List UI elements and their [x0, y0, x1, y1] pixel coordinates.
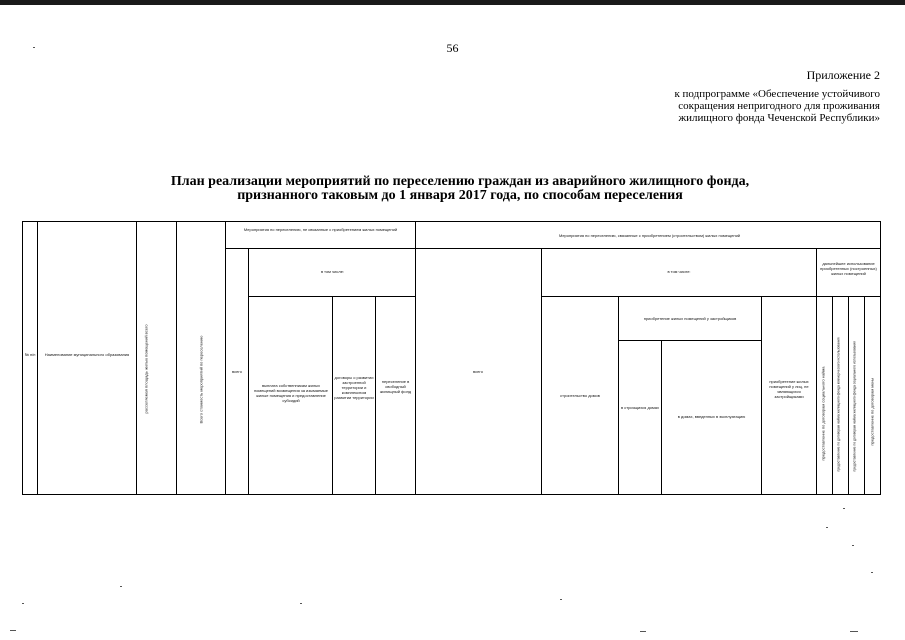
divider	[816, 248, 817, 495]
divider	[848, 296, 849, 495]
divider	[415, 221, 416, 495]
scan-speck	[871, 572, 873, 573]
divider	[541, 248, 542, 495]
appendix-title: Приложение 2	[806, 68, 880, 82]
top-border	[0, 0, 905, 5]
col-use-social-header: предоставление по договорам социального найма	[820, 366, 826, 461]
scan-speck	[852, 545, 854, 546]
col-use-exchange-header: предоставление по договорам мены	[869, 377, 875, 446]
group-purchase-header: Мероприятия по переселению, связанные с приобретением (строительством) жилых помещений	[558, 233, 741, 238]
col-constructing-header: в строящихся домах	[621, 405, 659, 410]
divider	[618, 296, 619, 495]
divider	[225, 248, 415, 249]
col-relocation-header: переселение в свободный жилищный фонд	[379, 379, 412, 394]
table-border-right	[880, 221, 881, 495]
group-acquire-header: приобретение жилых помещений у застройщиков	[643, 316, 737, 321]
scan-speck	[560, 599, 562, 600]
divider	[37, 221, 38, 495]
col-all-right-header: всего	[473, 369, 483, 374]
col-built-header: в домах, введенных в эксплуатацию	[677, 414, 746, 419]
scan-speck	[33, 47, 35, 48]
incl-right-header: в том числе:	[667, 269, 691, 274]
scan-speck	[120, 586, 122, 587]
col-municipality-header: Наименование муниципального образования	[44, 352, 130, 357]
table-border-bottom	[22, 494, 881, 495]
plan-title-line-1: План реализации мероприятий по переселению граждан из аварийного жилищного фонда,	[170, 174, 750, 189]
group-no-purchase-header: Мероприятия по переселению, не связанные с приобретением жилых помещений	[243, 227, 398, 232]
appendix-description	[560, 88, 880, 124]
page-number: 56	[446, 41, 459, 55]
divider	[375, 296, 376, 495]
col-residents-area-header: расселяемая площадь жилых помещений всего	[143, 324, 149, 414]
scan-speck	[300, 603, 302, 604]
divider	[225, 221, 226, 495]
divider	[415, 248, 880, 249]
col-acquire-other-header: приобретение жилых помещений у лиц, не являющихся застройщиками	[769, 379, 809, 399]
divider	[832, 296, 833, 495]
divider	[332, 296, 333, 495]
divider	[864, 296, 865, 495]
table-border-top	[22, 221, 881, 222]
scan-speck	[850, 631, 858, 632]
incl-left-header: в том числе:	[320, 269, 345, 274]
scan-speck	[640, 631, 646, 632]
col-total-cost-header: Всего стоимость мероприятий по переселению	[198, 335, 204, 424]
divider	[761, 296, 762, 495]
divider	[248, 248, 249, 495]
scan-speck	[10, 630, 16, 631]
scan-speck	[843, 508, 845, 509]
scan-speck	[22, 603, 24, 604]
divider	[541, 296, 816, 297]
scan-speck	[826, 527, 828, 528]
plan-title	[120, 175, 800, 203]
group-further-use-header: дальнейшее использование приобретенных (построенных) жилых помещений	[820, 261, 877, 276]
col-use-social-fund-header: предоставление по договорам найма жилищного фонда социального использования	[852, 341, 857, 472]
col-number-header: № п/п	[24, 352, 36, 357]
divider	[176, 221, 177, 495]
col-all-left-header: всего	[232, 369, 242, 374]
table-border-left	[22, 221, 23, 495]
col-use-commercial-header: предоставление по договорам найма жилищного фонда коммерческого использования	[836, 337, 841, 472]
divider	[618, 340, 761, 341]
relocation-plan-table	[22, 221, 881, 495]
col-payment-header: выплата собственникам жилых помещений возмещения за изымаемые жилые помещения и предоставление субсидий	[253, 383, 329, 403]
appendix-line-1: к подпрограмме «Обеспечение устойчивого	[674, 88, 880, 100]
appendix-line-3: жилищного фонда Чеченской Республики»	[678, 112, 880, 124]
plan-title-line-2: признанного таковым до 1 января 2017 года, по способам переселения	[237, 188, 683, 203]
appendix-line-2: сокращения непригодного для проживания	[678, 100, 880, 112]
col-development-header: договоры о развитии застроенной территории и комплексном развитии территории	[334, 375, 374, 400]
divider	[661, 340, 662, 495]
col-build-header: строительство домов	[560, 393, 600, 398]
divider	[136, 221, 137, 495]
